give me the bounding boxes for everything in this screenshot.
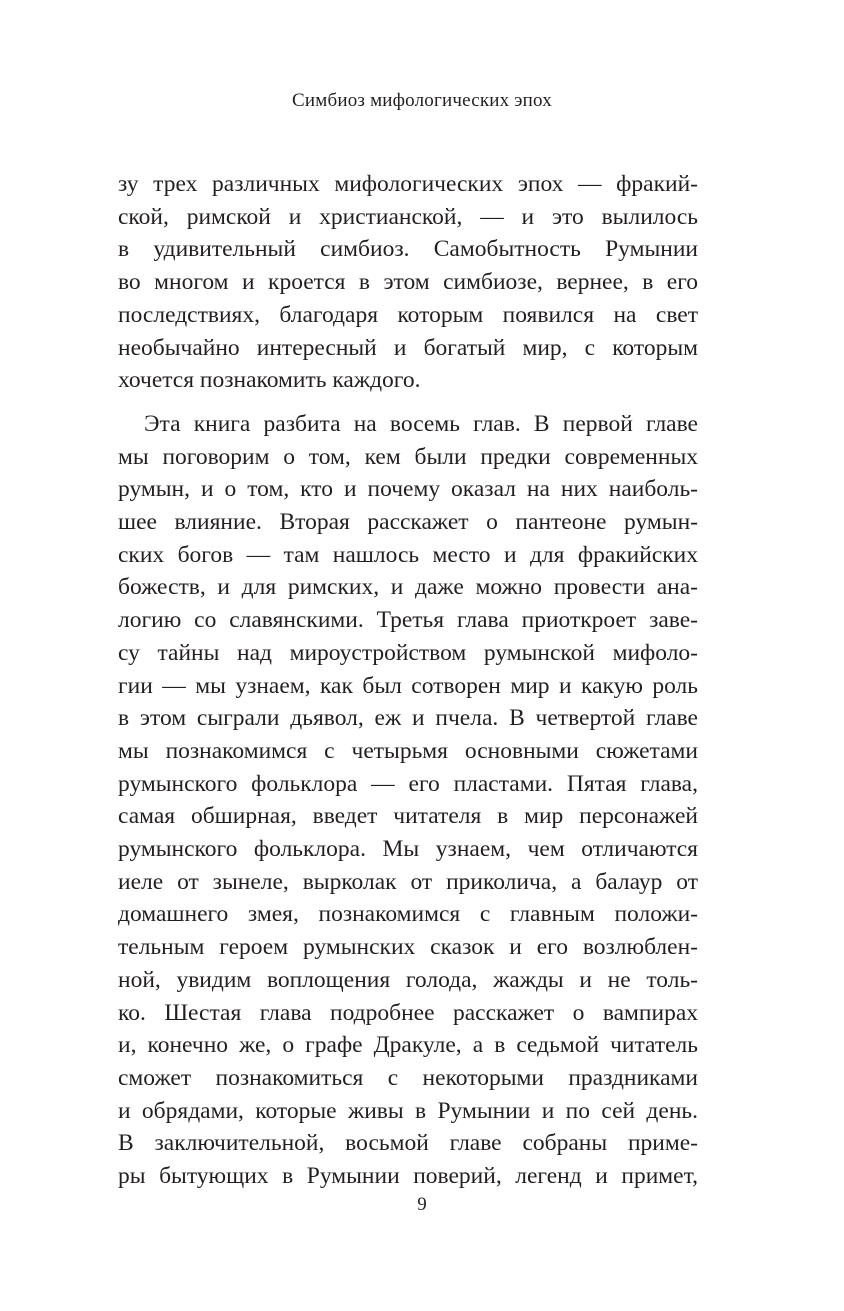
text-line: и обрядами, которые живы в Румынии и по сей день. (118, 1097, 698, 1124)
text-line: румын, и о том, кто и почему оказал на них наиболь- (118, 476, 698, 503)
text-line: в удивительный симбиоз. Самобытность Румынии (118, 236, 698, 263)
text-line: последствиях, благодаря которым появился на свет (118, 301, 698, 328)
body-text (118, 168, 698, 1193)
text-line: ры бытующих в Румынии поверий, легенд и примет, (118, 1163, 698, 1190)
text-line: су тайны над мироустройством румынской мифоло- (118, 639, 698, 666)
text-line: ко. Шестая глава подробнее расскажет о вампирах (118, 999, 698, 1026)
text-line: Эта книга разбита на восемь глав. В первой главе (144, 410, 698, 437)
text-line: и, конечно же, о графе Дракуле, а в седьмой читатель (118, 1032, 698, 1059)
text-line: иеле от зынеле, вырколак от приколича, а балаур от (118, 868, 698, 895)
paragraph-2 (118, 408, 698, 1193)
text-line: гии — мы узнаем, как был сотворен мир и какую роль (118, 672, 698, 699)
text-line: самая обширная, введет читателя в мир персонажей (118, 803, 698, 830)
text-line: В заключительной, восьмой главе собраны приме- (118, 1130, 698, 1157)
text-line: домашнего змея, познакомимся с главным положи- (118, 901, 698, 928)
text-line: во многом и кроется в этом симбиозе, вернее, в его (118, 269, 698, 296)
text-line: ских богов — там нашлось место и для фракийских (118, 541, 698, 568)
text-line: необычайно интересный и богатый мир, с которым (118, 334, 698, 361)
text-line: тельным героем румынских сказок и его возлюблен- (118, 934, 698, 961)
text-line: ской, римской и христианской, — и это вылилось (118, 203, 698, 230)
text-line: шее влияние. Вторая расскажет о пантеоне румын- (118, 509, 698, 536)
text-line: мы поговорим о том, кем были предки современных (118, 443, 698, 470)
text-line: ной, увидим воплощения голода, жажды и не толь- (118, 966, 698, 993)
text-line: сможет познакомиться с некоторыми праздниками (118, 1064, 698, 1091)
running-head: Симбиоз мифологических эпох (292, 90, 552, 111)
text-line: хочется познакомить каждого. (118, 367, 421, 394)
page-number: 9 (417, 1194, 427, 1215)
text-line: мы познакомимся с четырьмя основными сюжетами (118, 737, 698, 764)
text-line: румынского фольклора — его пластами. Пятая глава, (118, 770, 698, 797)
text-line: зу трех различных мифологических эпох — фракий- (118, 171, 698, 197)
text-line: божеств, и для римских, и даже можно провести ана- (118, 574, 698, 601)
text-line: румынского фольклора. Мы узнаем, чем отличаются (118, 836, 698, 863)
paragraph-1 (118, 168, 698, 397)
text-line: логию со славянскими. Третья глава приоткроет заве- (118, 607, 698, 634)
text-line: в этом сыграли дьявол, еж и пчела. В четвертой главе (118, 705, 698, 732)
